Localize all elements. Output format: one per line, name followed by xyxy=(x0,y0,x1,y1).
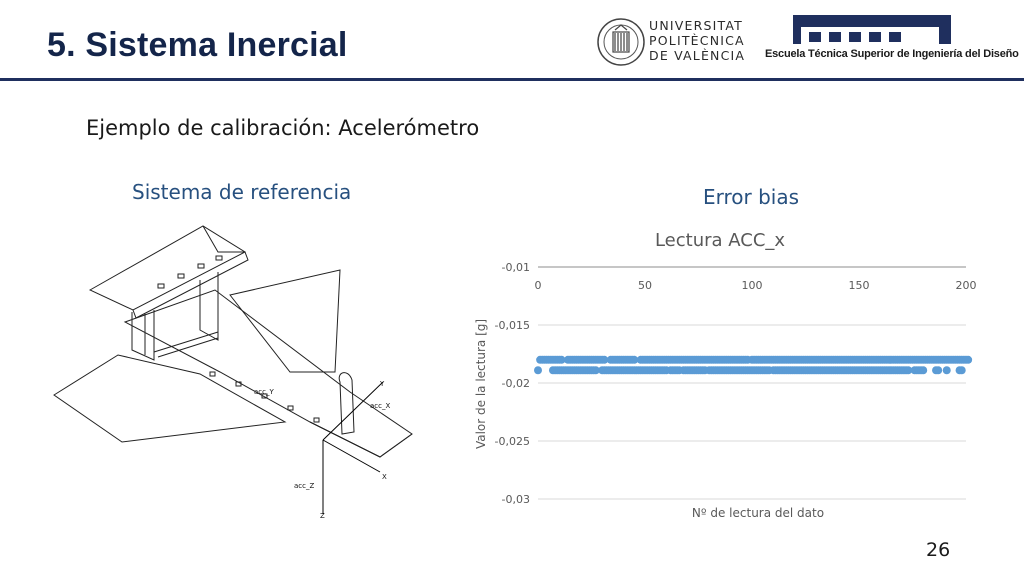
acc-x-scatter-chart xyxy=(460,222,1000,522)
x-tick-label: 200 xyxy=(955,279,977,292)
etsid-emblem-icon xyxy=(765,14,965,46)
drawing-label-acc-x: acc_X xyxy=(370,402,391,410)
x-axis-label: Nº de lectura del dato xyxy=(691,506,825,520)
y-tick-label: -0,03 xyxy=(501,493,530,506)
x-tick-label: 50 xyxy=(638,279,652,292)
header-rule xyxy=(0,78,1024,81)
drawing-label-acc-z: acc_Z xyxy=(294,482,315,490)
right-wing-shape xyxy=(230,270,340,372)
x-tick-label: 0 xyxy=(534,279,542,292)
x-axis-line xyxy=(323,440,380,472)
drawing-label-y: Y xyxy=(380,380,385,388)
series-points xyxy=(534,356,972,374)
x-tick-label: 100 xyxy=(741,279,763,292)
chart-title: Lectura ACC_x xyxy=(654,230,786,251)
data-point xyxy=(919,366,927,374)
drawing-label-z: Z xyxy=(320,512,325,520)
upv-line-1: UNIVERSITAT xyxy=(649,18,744,33)
drawing-label-x: X xyxy=(382,473,387,481)
reference-system-label: Sistema de referencia xyxy=(132,180,352,204)
top-plate xyxy=(90,226,245,310)
data-point xyxy=(964,356,972,364)
upv-line-3: DE VALÈNCIA xyxy=(649,48,746,63)
data-point xyxy=(943,366,951,374)
x-tick-label: 150 xyxy=(848,279,870,292)
drawing-label-acc-y: acc_Y xyxy=(254,388,274,396)
fuselage-plate xyxy=(125,290,412,457)
x-tick-labels xyxy=(535,279,977,292)
aircraft-reference-drawing xyxy=(40,222,460,522)
y-tick-label: -0,015 xyxy=(494,319,530,332)
y-axis-label: Valor de la lectura [g] xyxy=(474,318,488,450)
etsid-wordmark: Escuela Técnica Superior de Ingeniería del Diseño xyxy=(765,48,1019,60)
y-axis-line xyxy=(323,382,383,440)
upv-logo xyxy=(597,16,747,68)
upv-line-2: POLITÈCNICA xyxy=(649,33,745,48)
upv-seal-icon xyxy=(597,16,645,68)
data-point xyxy=(934,366,942,374)
upv-wordmark xyxy=(649,18,745,63)
page-number: 26 xyxy=(926,539,951,561)
data-point xyxy=(958,366,966,374)
control-stick xyxy=(339,373,354,434)
y-tick-label: -0,025 xyxy=(494,435,530,448)
etsid-logo xyxy=(765,14,1019,68)
y-tick-label: -0,01 xyxy=(501,261,530,274)
left-wing-shape xyxy=(54,355,285,442)
slide-subtitle: Ejemplo de calibración: Acelerómetro xyxy=(86,116,480,140)
error-bias-label: Error bias xyxy=(703,185,800,209)
y-tick-labels xyxy=(495,261,530,506)
chart-gridlines xyxy=(538,267,966,499)
y-tick-label: -0,02 xyxy=(501,377,530,390)
slide-title: 5. Sistema Inercial xyxy=(47,26,348,64)
data-point xyxy=(534,366,542,374)
